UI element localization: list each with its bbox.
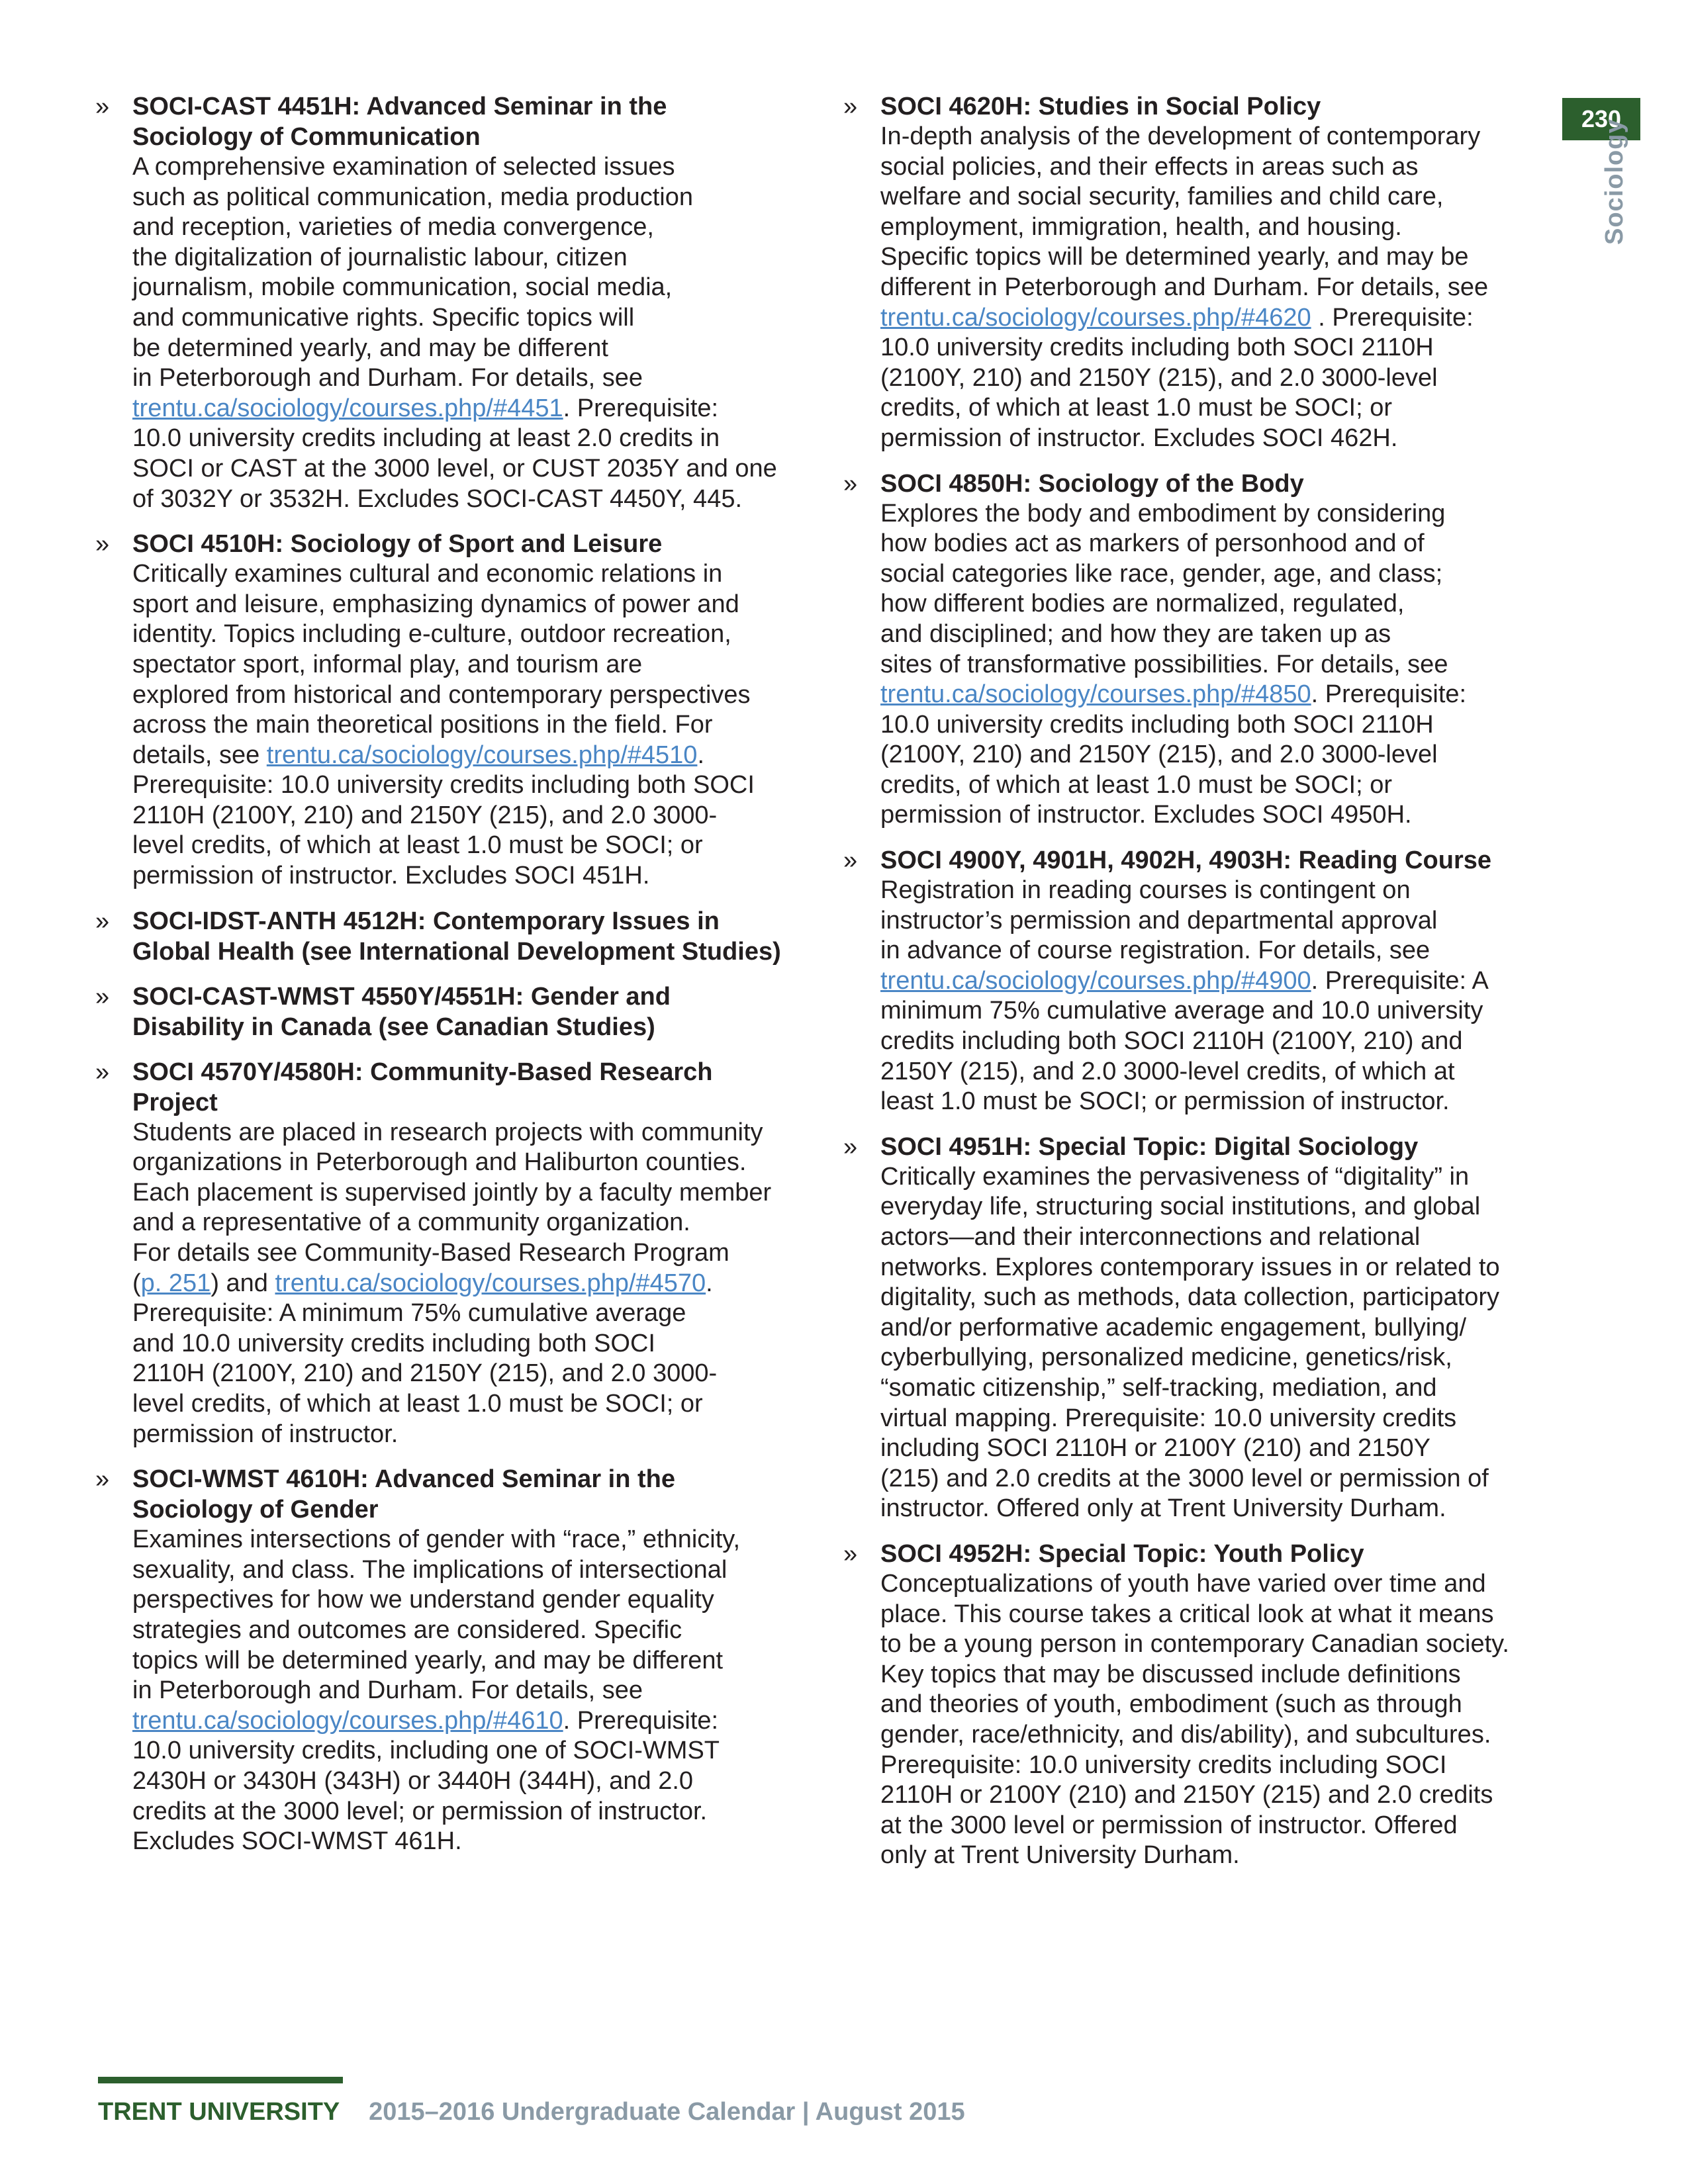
link-line [132,741,788,771]
course-description [880,499,1556,831]
description-line: Explores the body and embodiment by considering [880,499,1446,527]
description-line: including SOCI 2110H or 2100Y (210) and 2150Y [880,1434,1430,1463]
bullet-marker: » [95,1058,110,1086]
bullet-marker: » [843,469,858,498]
link-suffix: . Prerequisite: [1311,680,1467,709]
link-suffix: . [697,741,704,769]
course-entry [841,845,1556,1117]
description-line: journalism, mobile communication, social media, [132,273,673,302]
link-line [880,966,1556,997]
description-line: For details see Community-Based Research Program [132,1239,729,1267]
course-description [132,152,788,514]
course-details-link[interactable]: trentu.ca/sociology/courses.php/#4451 [132,394,563,422]
description-line: strategies and outcomes are considered. Specific [132,1615,682,1644]
description-line: 10.0 university credits, including one of SOCI-WMST [132,1737,720,1765]
description-line: (2100Y, 210) and 2150Y (215), and 2.0 3000-level [880,363,1438,392]
description-line: 10.0 university credits including at least 2.0 credits in [132,424,720,453]
course-details-link[interactable]: trentu.ca/sociology/courses.php/#4850 [880,680,1311,709]
section-tab: Sociology [1601,118,1628,245]
description-line: Critically examines cultural and economic relations in [132,560,723,588]
description-line: 2430H or 3430H (343H) or 3440H (344H), and 2.0 [132,1766,694,1795]
description-line: Registration in reading courses is contingent on [880,876,1411,905]
bullet-marker: » [95,93,110,120]
description-line: Critically examines the pervasiveness of “digitality” in [880,1162,1470,1191]
description-line: permission of instructor. Excludes SOCI 451H. [132,862,650,890]
course-title: SOCI 4570Y/4580H: Community-Based Research Project [132,1058,713,1116]
description-line: social categories like race, gender, age, and class; [880,559,1443,588]
description-line: permission of instructor. Excludes SOCI 4950H. [880,801,1412,829]
course-entry [93,1057,788,1450]
description-line: and 10.0 university credits including both SOCI [132,1329,655,1357]
course-entry [841,469,1556,831]
description-line: SOCI or CAST at the 3000 level, or CUST 2035Y and one [132,454,777,482]
description-line: to be a young person in contemporary Canadian society. [880,1630,1509,1659]
course-title: SOCI-IDST-ANTH 4512H: Contemporary Issues in Global Health (see International Development Studies) [132,907,781,966]
description-line: 2110H (2100Y, 210) and 2150Y (215), and 2.0 3000- [132,801,718,829]
left-column [93,91,788,1872]
description-line: only at Trent University Durham. [880,1841,1240,1870]
course-entry [841,91,1556,454]
description-line: explored from historical and contemporary perspectives [132,680,751,709]
course-title: SOCI 4900Y, 4901H, 4902H, 4903H: Reading Course [880,846,1492,875]
description-line: across the main theoretical positions in the field. For [132,711,713,739]
description-line: actors—and their interconnections and relational [880,1223,1421,1251]
link-suffix: . Prerequisite: A [1311,966,1489,995]
description-line: and/or performative academic engagement, bullying/ [880,1313,1467,1342]
description-line: and communicative rights. Specific topics will [132,303,635,332]
course-details-link[interactable]: trentu.ca/sociology/courses.php/#4610 [132,1706,563,1735]
description-line: in Peterborough and Durham. For details, see [132,1676,643,1705]
description-line: Examines intersections of gender with “race,” ethnicity, [132,1525,741,1554]
description-line: Excludes SOCI-WMST 461H. [132,1827,462,1856]
link-line [132,1706,788,1737]
bullet-marker: » [843,846,858,875]
description-line: such as political communication, media production [132,183,693,211]
course-description [132,1525,788,1857]
description-line: credits including both SOCI 2110H (2100Y, 210) and [880,1027,1463,1056]
course-details-link[interactable]: trentu.ca/sociology/courses.php/#4570 [275,1269,706,1297]
description-line: in advance of course registration. For details, see [880,936,1430,965]
link-suffix: . Prerequisite: [1311,303,1474,332]
description-line: welfare and social security, families and child care, [880,183,1444,211]
description-line: networks. Explores contemporary issues in or related to [880,1253,1500,1281]
description-line: A comprehensive examination of selected issues [132,153,675,181]
bullet-marker: » [95,1465,110,1494]
description-line: be determined yearly, and may be different [132,334,608,362]
description-line: level credits, of which at least 1.0 must be SOCI; or [132,1390,703,1418]
course-description [880,1162,1556,1524]
description-line: In-depth analysis of the development of contemporary [880,122,1481,150]
description-line: everyday life, structuring social institutions, and global [880,1193,1481,1221]
right-column [841,91,1556,1886]
description-line: (215) and 2.0 credits at the 3000 level or permission of [880,1464,1489,1492]
course-title: SOCI-CAST 4451H: Advanced Seminar in the Sociology of Communication [132,93,667,151]
course-description [880,1569,1556,1871]
course-entry [93,529,788,891]
description-line: sites of transformative possibilities. For details, see [880,650,1448,678]
course-description [132,559,788,891]
course-details-link[interactable]: trentu.ca/sociology/courses.php/#4620 [880,303,1311,332]
bullet-marker: » [843,1132,858,1161]
description-line: cyberbullying, personalized medicine, genetics/risk, [880,1343,1452,1372]
description-line: “somatic citizenship,” self-tracking, mediation, and [880,1373,1437,1402]
course-entry [93,906,788,967]
description-line: different in Peterborough and Durham. For details, see [880,273,1489,301]
bullet-marker: » [95,907,110,935]
course-entry [93,1464,788,1857]
course-entry [841,1132,1556,1524]
footer-rule [98,2077,343,2083]
course-title: SOCI 4850H: Sociology of the Body [880,469,1304,498]
description-line: Specific topics will be determined yearly, and may be [880,243,1469,271]
description-line: (2100Y, 210) and 2150Y (215), and 2.0 3000-level [880,741,1438,769]
description-line: credits, of which at least 1.0 must be SOCI; or [880,770,1392,799]
description-line: Students are placed in research projects with community [132,1118,763,1146]
description-line: virtual mapping. Prerequisite: 10.0 university credits [880,1404,1457,1432]
description-line: perspectives for how we understand gender equality [132,1586,714,1614]
bullet-marker: » [843,93,858,120]
bullet-marker: » [843,1539,858,1568]
description-line: permission of instructor. [132,1420,399,1448]
description-line: topics will be determined yearly, and may be different [132,1646,724,1674]
link-prefix: ( [132,1269,141,1297]
footer-university: TRENT UNIVERSITY [98,2098,340,2126]
description-line: gender, race/ethnicity, and dis/ability), and subcultures. [880,1720,1491,1749]
description-line: 2150Y (215), and 2.0 3000-level credits, of which at [880,1057,1455,1085]
description-line: social policies, and their effects in areas such as [880,152,1419,181]
description-line: of 3032Y or 3532H. Excludes SOCI-CAST 4450Y, 445. [132,484,743,513]
description-line: instructor’s permission and departmental approval [880,906,1438,934]
course-title: SOCI 4510H: Sociology of Sport and Leisure [132,530,663,559]
course-title: SOCI 4952H: Special Topic: Youth Policy [880,1539,1364,1568]
description-line: the digitalization of journalistic labour, citizen [132,243,628,271]
link-line [880,303,1556,334]
description-line: sport and leisure, emphasizing dynamics of power and [132,590,739,618]
description-line: credits, of which at least 1.0 must be SOCI; or [880,394,1392,422]
description-line: Key topics that may be discussed include definitions [880,1660,1461,1688]
description-line: sexuality, and class. The implications of intersectional [132,1555,727,1584]
description-line: permission of instructor. Excludes SOCI 462H. [880,424,1398,452]
description-line: instructor. Offered only at Trent University Durham. [880,1494,1446,1523]
footer [98,2098,965,2126]
link-suffix: . Prerequisite: [563,1706,719,1735]
bullet-marker: » [95,982,110,1011]
description-line: at the 3000 level or permission of instructor. Offered [880,1811,1458,1839]
description-line: Prerequisite: 10.0 university credits including both SOCI [132,771,755,799]
description-line: digitality, such as methods, data collection, participatory [880,1283,1499,1312]
link-suffix: . [706,1269,713,1297]
course-entry [93,91,788,514]
link-line [132,394,788,424]
description-line: organizations in Peterborough and Haliburton counties. [132,1148,747,1177]
description-line: employment, immigration, health, and housing. [880,212,1402,241]
description-line: and disciplined; and how they are taken up as [880,619,1391,648]
description-line: 2110H or 2100Y (210) and 2150Y (215) and 2.0 credits [880,1781,1493,1809]
course-details-link[interactable]: trentu.ca/sociology/courses.php/#4510 [266,741,698,769]
course-title: SOCI 4951H: Special Topic: Digital Sociology [880,1132,1419,1161]
description-line: place. This course takes a critical look at what it means [880,1600,1494,1628]
description-line: how different bodies are normalized, regulated, [880,590,1405,618]
description-line: Prerequisite: 10.0 university credits including SOCI [880,1751,1447,1779]
course-title: SOCI-WMST 4610H: Advanced Seminar in the Sociology of Gender [132,1465,675,1524]
link-suffix: . Prerequisite: [563,394,719,422]
course-entry [841,1539,1556,1871]
course-description [880,122,1556,454]
page-number: 230 [1581,105,1622,132]
description-line: Conceptualizations of youth have varied over time and [880,1569,1486,1598]
description-line: minimum 75% cumulative average and 10.0 university [880,997,1483,1025]
description-line: identity. Topics including e-culture, outdoor recreation, [132,620,731,649]
bullet-marker: » [95,530,110,559]
description-line: and a representative of a community organization. [132,1208,690,1237]
description-line: credits at the 3000 level; or permission of instructor. [132,1797,708,1825]
description-line: how bodies act as markers of personhood and of [880,529,1425,558]
course-description [880,876,1556,1117]
link-connector: ) and [211,1269,275,1297]
description-line: in Peterborough and Durham. For details, see [132,364,643,392]
description-line: and reception, varieties of media convergence, [132,213,654,242]
course-title: SOCI 4620H: Studies in Social Policy [880,93,1321,120]
link-line [880,680,1556,710]
course-title: SOCI-CAST-WMST 4550Y/4551H: Gender and Disability in Canada (see Canadian Studies) [132,982,671,1041]
footer-calendar: 2015–2016 Undergraduate Calendar | August 2015 [369,2098,965,2126]
page-reference-link[interactable]: p. 251 [140,1269,211,1297]
link-line [132,1269,788,1299]
link-prefix: details, see [132,741,267,769]
description-line: level credits, of which at least 1.0 must be SOCI; or [132,831,703,860]
description-line: spectator sport, informal play, and tourism are [132,650,643,678]
description-line: 10.0 university credits including both SOCI 2110H [880,710,1434,739]
description-line: Prerequisite: A minimum 75% cumulative average [132,1299,686,1328]
course-details-link[interactable]: trentu.ca/sociology/courses.php/#4900 [880,966,1311,995]
description-line: 10.0 university credits including both SOCI 2110H [880,334,1434,362]
description-line: 2110H (2100Y, 210) and 2150Y (215), and 2.0 3000- [132,1359,718,1388]
description-line: Each placement is supervised jointly by a faculty member [132,1178,772,1206]
course-description [132,1118,788,1450]
description-line: and theories of youth, embodiment (such as through [880,1690,1462,1719]
description-line: least 1.0 must be SOCI; or permission of instructor. [880,1087,1450,1116]
course-entry [93,981,788,1042]
